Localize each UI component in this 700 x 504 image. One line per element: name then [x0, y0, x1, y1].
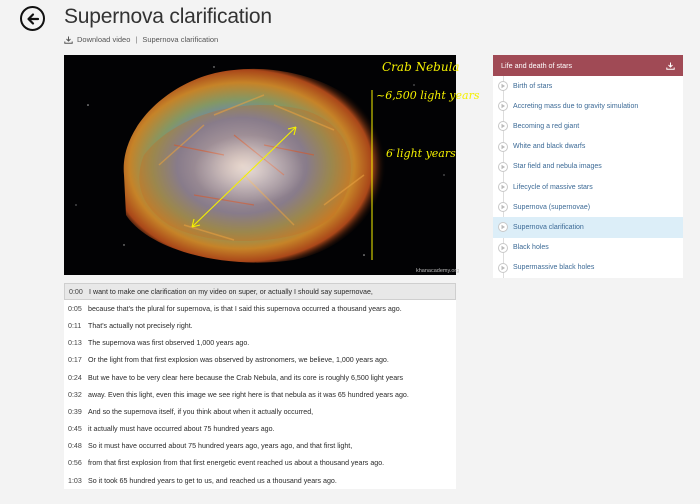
playlist-items	[493, 76, 683, 278]
play-icon	[498, 243, 508, 253]
transcript-text: The supernova was first observed 1,000 years ago.	[88, 339, 250, 348]
annotation-size: 6 light years	[386, 147, 456, 160]
play-icon	[498, 121, 508, 131]
transcript-line[interactable]	[64, 283, 456, 300]
page-title: Supernova clarification	[64, 5, 272, 28]
transcript-timestamp: 0:00	[69, 287, 83, 296]
playlist-item[interactable]	[493, 137, 683, 157]
annotation-distance: ~6,500 light years	[376, 89, 480, 102]
download-icon	[64, 36, 73, 44]
transcript-list	[64, 283, 456, 489]
transcript-timestamp: 0:13	[68, 339, 82, 348]
playlist-panel	[493, 55, 683, 278]
playlist-item[interactable]	[493, 258, 683, 278]
playlist-item-label: Becoming a red giant	[513, 122, 580, 130]
play-icon	[498, 263, 508, 273]
playlist-item-label: Black holes	[513, 244, 549, 252]
playlist-item-label: Supernova clarification	[513, 223, 584, 231]
transcript-timestamp: 1:03	[68, 476, 82, 485]
playlist-item-label: Lifecycle of massive stars	[513, 183, 593, 191]
transcript-text: But we have to be very clear here because the Crab Nebula, and its core is roughly 6,500 light years	[88, 373, 404, 382]
arrow-left-icon	[26, 12, 40, 26]
transcript-text: because that's the plural for supernova, is that I said this supernova occurred a thousand years ago.	[88, 304, 402, 313]
playlist-title: Life and death of stars	[501, 61, 573, 70]
transcript-timestamp: 0:32	[68, 390, 82, 399]
playlist-item[interactable]	[493, 157, 683, 177]
transcript-text: And so the supernova itself, if you think about when it actually occurred,	[88, 407, 314, 416]
download-video-link[interactable]	[64, 35, 130, 44]
playlist-item-label: Accreting mass due to gravity simulation	[513, 102, 639, 110]
play-icon	[498, 81, 508, 91]
breadcrumb-separator: |	[135, 35, 138, 44]
transcript-text: So it must have occurred about 75 hundred years ago, years ago, and that first light,	[88, 442, 353, 451]
transcript-line[interactable]	[64, 472, 456, 489]
transcript-timestamp: 0:56	[68, 459, 82, 468]
play-icon	[498, 142, 508, 152]
transcript-timestamp: 0:11	[68, 321, 82, 330]
transcript-line[interactable]	[64, 352, 456, 369]
transcript-line[interactable]	[64, 403, 456, 420]
playlist-item[interactable]	[493, 76, 683, 96]
transcript-timestamp: 0:17	[68, 356, 82, 365]
playlist-item-label: White and black dwarfs	[513, 143, 586, 151]
download-icon[interactable]	[666, 62, 675, 70]
transcript-text: I want to make one clarification on my video on super, or actually I should say supernovae,	[89, 287, 373, 296]
video-actions	[64, 35, 218, 44]
transcript-line[interactable]	[64, 335, 456, 352]
play-icon	[498, 222, 508, 232]
play-icon	[498, 101, 508, 111]
playlist-item[interactable]	[493, 116, 683, 136]
transcript-timestamp: 0:24	[68, 373, 82, 382]
annotation-crab-nebula: Crab Nebula	[382, 60, 460, 74]
transcript-text: Or the light from that first explosion was observed by astronomers, we believe, 1,000 years ago.	[88, 356, 389, 365]
transcript-timestamp: 0:39	[68, 407, 82, 416]
transcript-line[interactable]	[64, 317, 456, 334]
playlist-header	[493, 55, 683, 76]
transcript-text: So it took 65 hundred years to get to us, and reached us a thousand years ago.	[88, 476, 337, 485]
playlist-item-label: Star field and nebula images	[513, 163, 602, 171]
playlist-item[interactable]	[493, 177, 683, 197]
transcript-text: from that first explosion from that first energetic event reached us about a thousand years ago.	[88, 459, 385, 468]
crab-nebula-image	[64, 55, 480, 275]
transcript-text: it actually must have occurred about 75 hundred years ago.	[88, 425, 275, 434]
transcript-line[interactable]	[64, 455, 456, 472]
playlist-item-label: Supermassive black holes	[513, 264, 595, 272]
transcript-timestamp: 0:45	[68, 425, 82, 434]
play-icon	[498, 182, 508, 192]
playlist-item[interactable]	[493, 197, 683, 217]
transcript-timestamp: 0:48	[68, 442, 82, 451]
transcript-text: away. Even this light, even this image we see right here is that nebula as it was 65 hundred years ago.	[88, 390, 409, 399]
transcript-line[interactable]	[64, 386, 456, 403]
transcript-line[interactable]	[64, 300, 456, 317]
back-button[interactable]	[20, 6, 45, 31]
video-player[interactable]	[64, 55, 480, 275]
transcript-text: That's actually not precisely right.	[88, 321, 193, 330]
play-icon	[498, 162, 508, 172]
video-watermark: khanacademy.org	[416, 268, 460, 274]
playlist-item[interactable]	[493, 217, 683, 237]
play-icon	[498, 202, 508, 212]
transcript-timestamp: 0:05	[68, 304, 82, 313]
transcript-line[interactable]	[64, 438, 456, 455]
download-video-label: Download video	[77, 35, 131, 44]
playlist-item[interactable]	[493, 96, 683, 116]
transcript-line[interactable]	[64, 421, 456, 438]
breadcrumb: Supernova clarification	[142, 35, 219, 44]
playlist-item[interactable]	[493, 238, 683, 258]
playlist-item-label: Supernova (supernovae)	[513, 203, 591, 211]
playlist-item-label: Birth of stars	[513, 82, 553, 90]
transcript-line[interactable]	[64, 369, 456, 386]
